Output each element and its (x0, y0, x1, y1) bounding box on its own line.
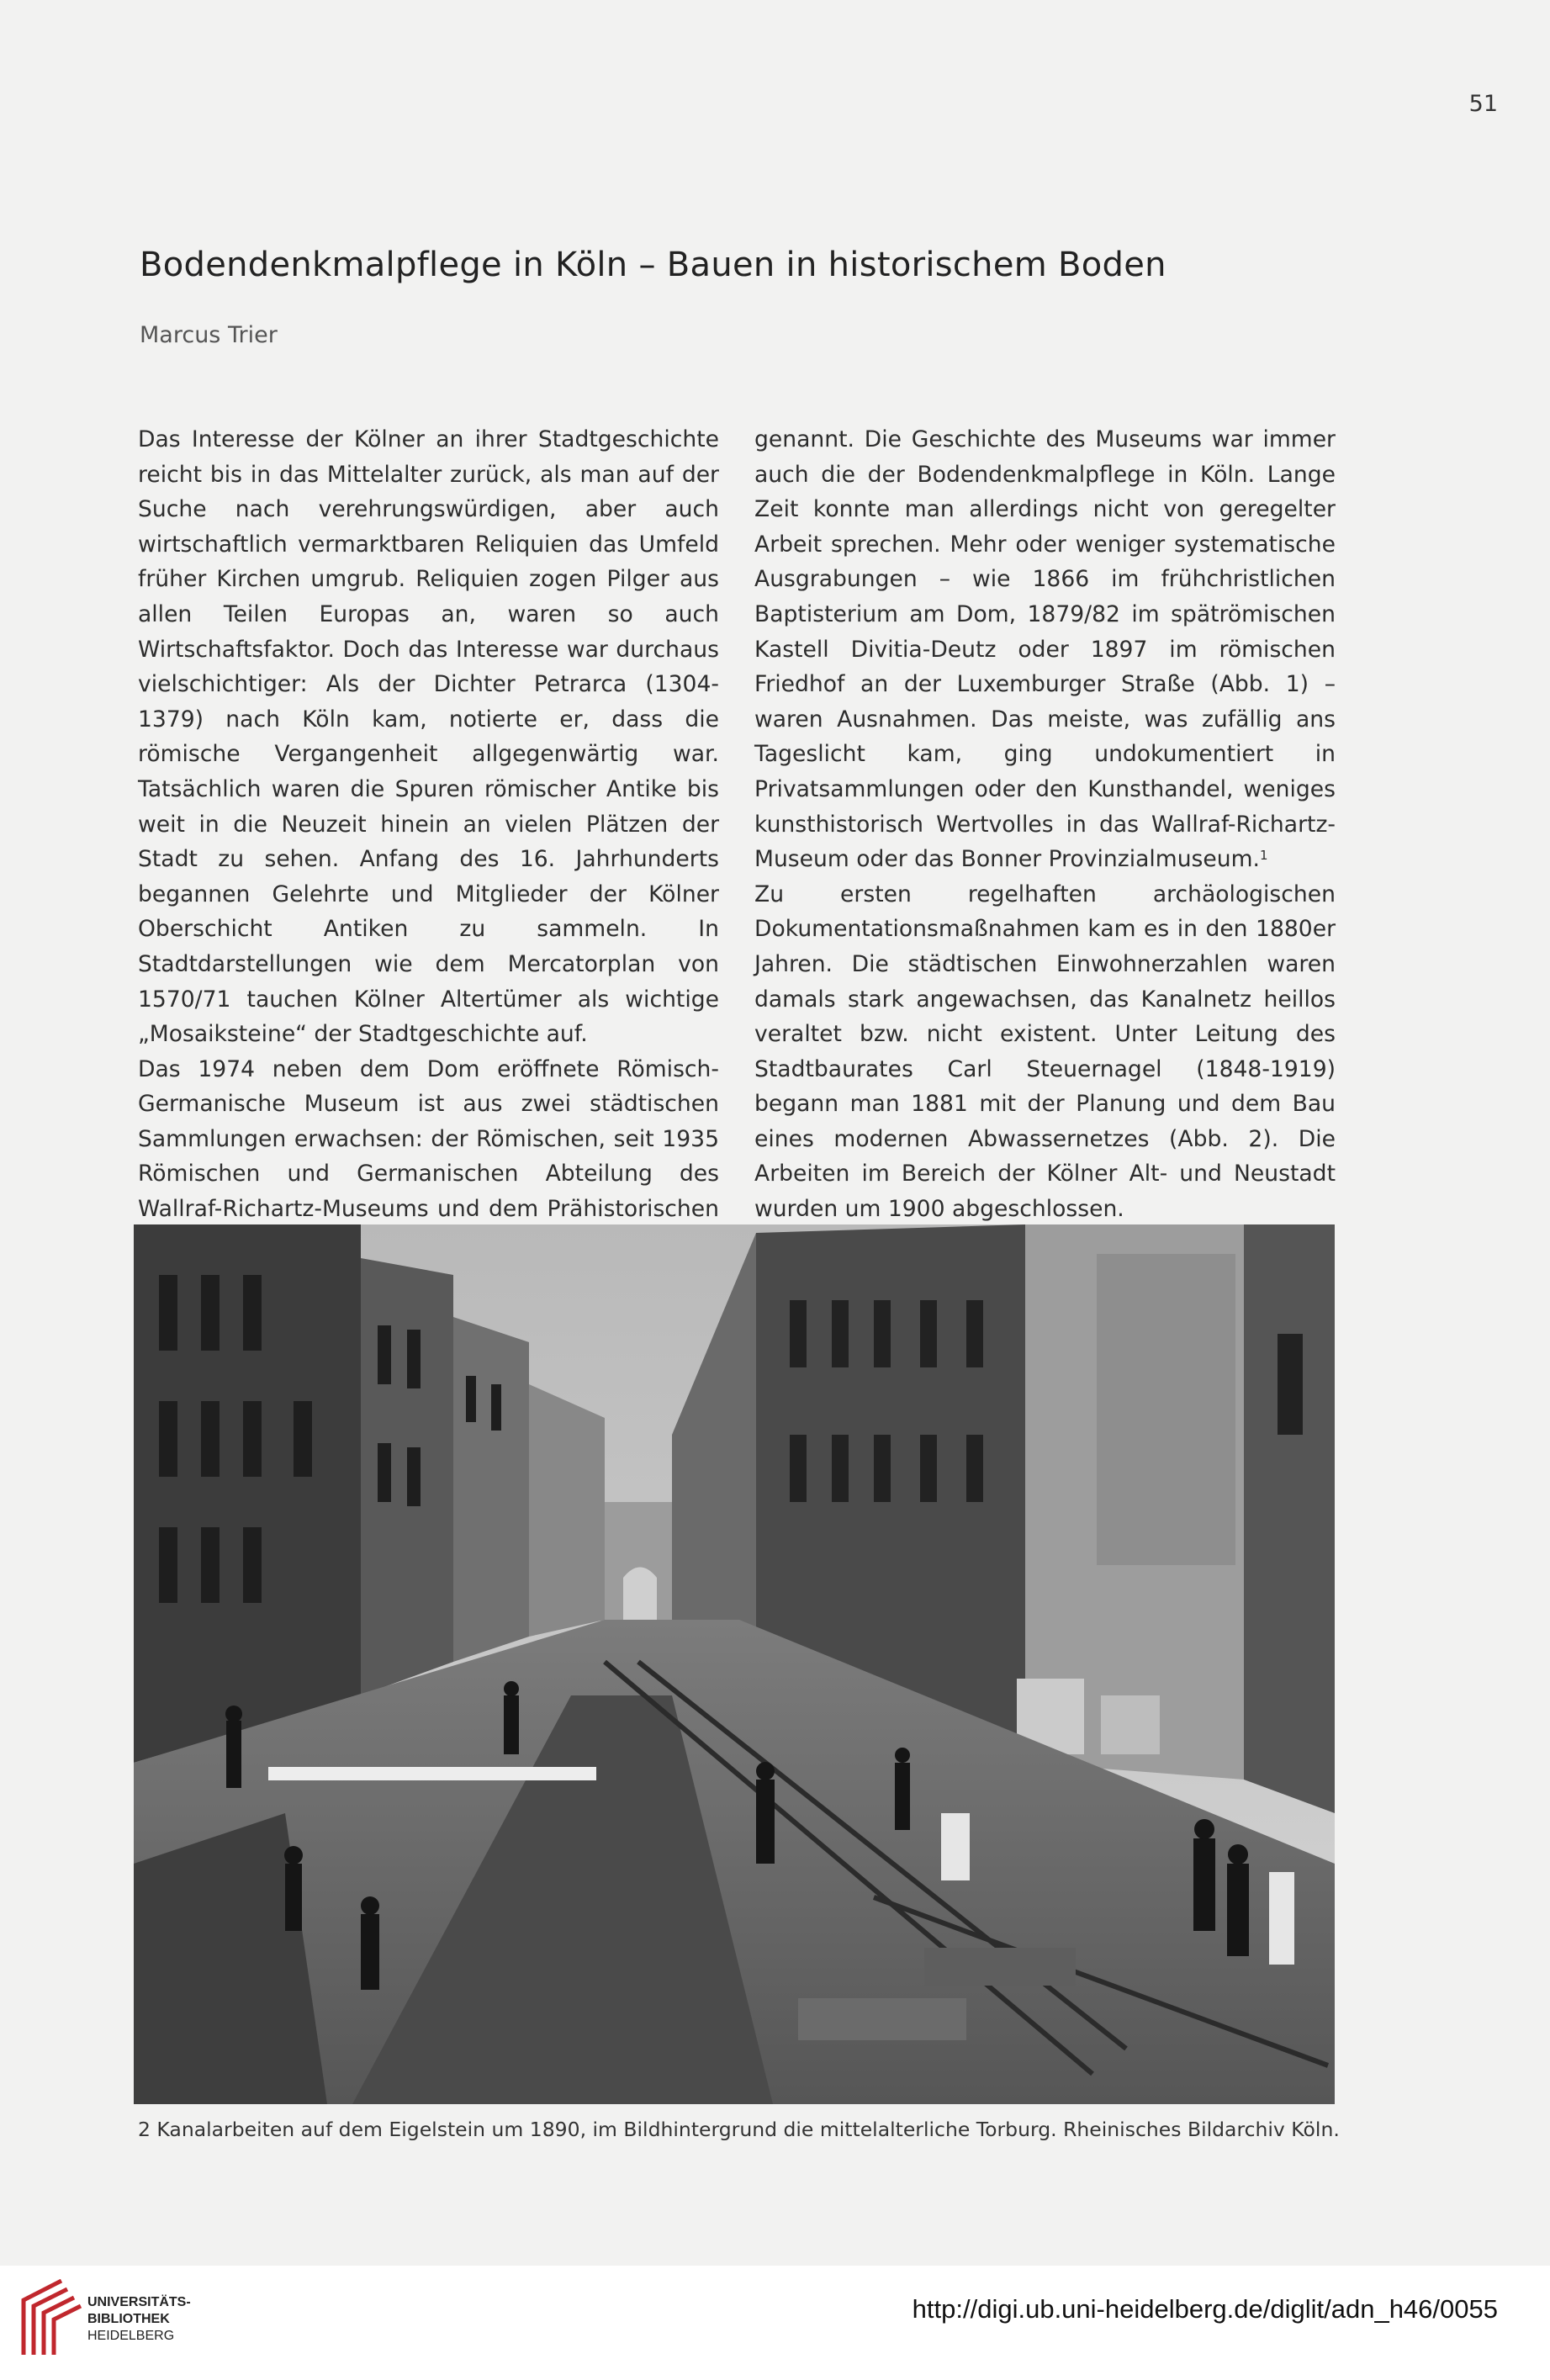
paragraph (754, 422, 1336, 877)
figure-caption: 2 Kanalarbeiten auf dem Eigelstein um 1890, im Bildhintergrund die mittelalterliche Torburg. Rheinisches Bildarchiv Köln. (138, 2118, 1340, 2141)
article-title: Bodendenkmalpflege in Köln – Bauen in historischem Boden (140, 246, 1166, 284)
paragraph: Das 1974 neben dem Dom eröffnete Römisch-Germanische Museum ist aus zwei städtischen Sammlungen erwachsen: der Römischen, seit 1935 Römischen und Germanischen Abteilung des Wallraf-Richartz-Museums und dem Prähistorischen (138, 1055, 719, 1223)
paragraph: Zu ersten regelhaften archäologischen Dokumentationsmaßnahmen kam es in den 1880er Jahren. Die städtischen Einwohnerzahlen waren damals stark angewachsen, das Kanalnetz heillos veraltet bzw. nicht existent. Unter Leitung des Stadtbaurates Carl Steuernagel (1848-1919) begann man 1881 mit der Planung und dem Bau eines modernen Abwassernetzes (Abb. 2). Die Arbeiten im Bereich der Kölner Alt- und Neustadt wurden um 1900 abgeschlossen. (754, 881, 1336, 1223)
source-url-link[interactable]: http://digi.ub.uni-heidelberg.de/diglit/adn_h46/0055 (912, 2294, 1498, 2324)
paragraph: Das Interesse der Kölner an ihrer Stadtgeschichte reicht bis in das Mittelalter zurück, als man auf der Suche nach verehrungswürdigen, aber auch wirtschaftlich vermarktbaren Reliquien das Umfeld früher Kirchen umgrub. Reliquien zogen Pilger aus allen Teilen Europas an, waren so auch Wirtschaftsfaktor. Doch das Interesse war durchaus vielschichtiger: Als der Dichter Petrarca (1304-1379) nach Köln kam, notierte er, dass die römische Vergangenheit allgegenwärtig war. Tatsächlich waren die Spuren römischer Antike bis weit in die Neuzeit hinein an vielen Plätzen der Stadt zu sehen. Anfang des 16. Jahrhunderts begannen Gelehrte und Mitglieder der Kölner Oberschicht Antiken zu sammeln. In Stadtdarstellungen wie dem Mercatorplan von 1570/71 tauchen Kölner Altertümer als wichtige „Mosaiksteine“ der Stadtgeschichte auf. (138, 426, 719, 1048)
text-column-right (754, 422, 1336, 1227)
library-name-line: HEIDELBERG (87, 2329, 175, 2343)
article-author: Marcus Trier (140, 322, 278, 348)
library-name-line: UNIVERSITÄTS- (87, 2295, 191, 2309)
text-column-left (138, 422, 719, 1297)
library-name-line: BIBLIOTHEK (87, 2312, 170, 2326)
page-number: 51 (1468, 91, 1498, 117)
library-name (87, 2294, 191, 2345)
paragraph-text: genannt. Die Geschichte des Museums war immer auch die der Bodendenkmalpflege in Köln. Lange Zeit konnte man allerdings nicht von geregelter Arbeit sprechen. Mehr oder weniger systematische Ausgrabungen – wie 1866 im frühchristlichen Baptisterium am Dom, 1879/82 im spätrömischen Kastell Divitia-Deutz oder 1897 im römischen Friedhof an der Luxemburger Straße (Abb. 1) – waren Ausnahmen. Das meiste, was zufällig ans Tageslicht kam, ging undokumentiert in Privatsammlungen oder den Kunsthandel, weniges kunsthistorisch Wertvolles in das Wallraf-Richartz-Museum oder das Bonner Provinzialmuseum. (754, 426, 1336, 873)
photo-illustration (134, 1224, 1335, 2104)
digitization-footer (0, 2266, 1550, 2380)
library-logo-icon[interactable] (15, 2279, 82, 2363)
historic-street-photo (134, 1224, 1335, 2104)
footnote-marker[interactable]: 1 (1259, 848, 1268, 864)
